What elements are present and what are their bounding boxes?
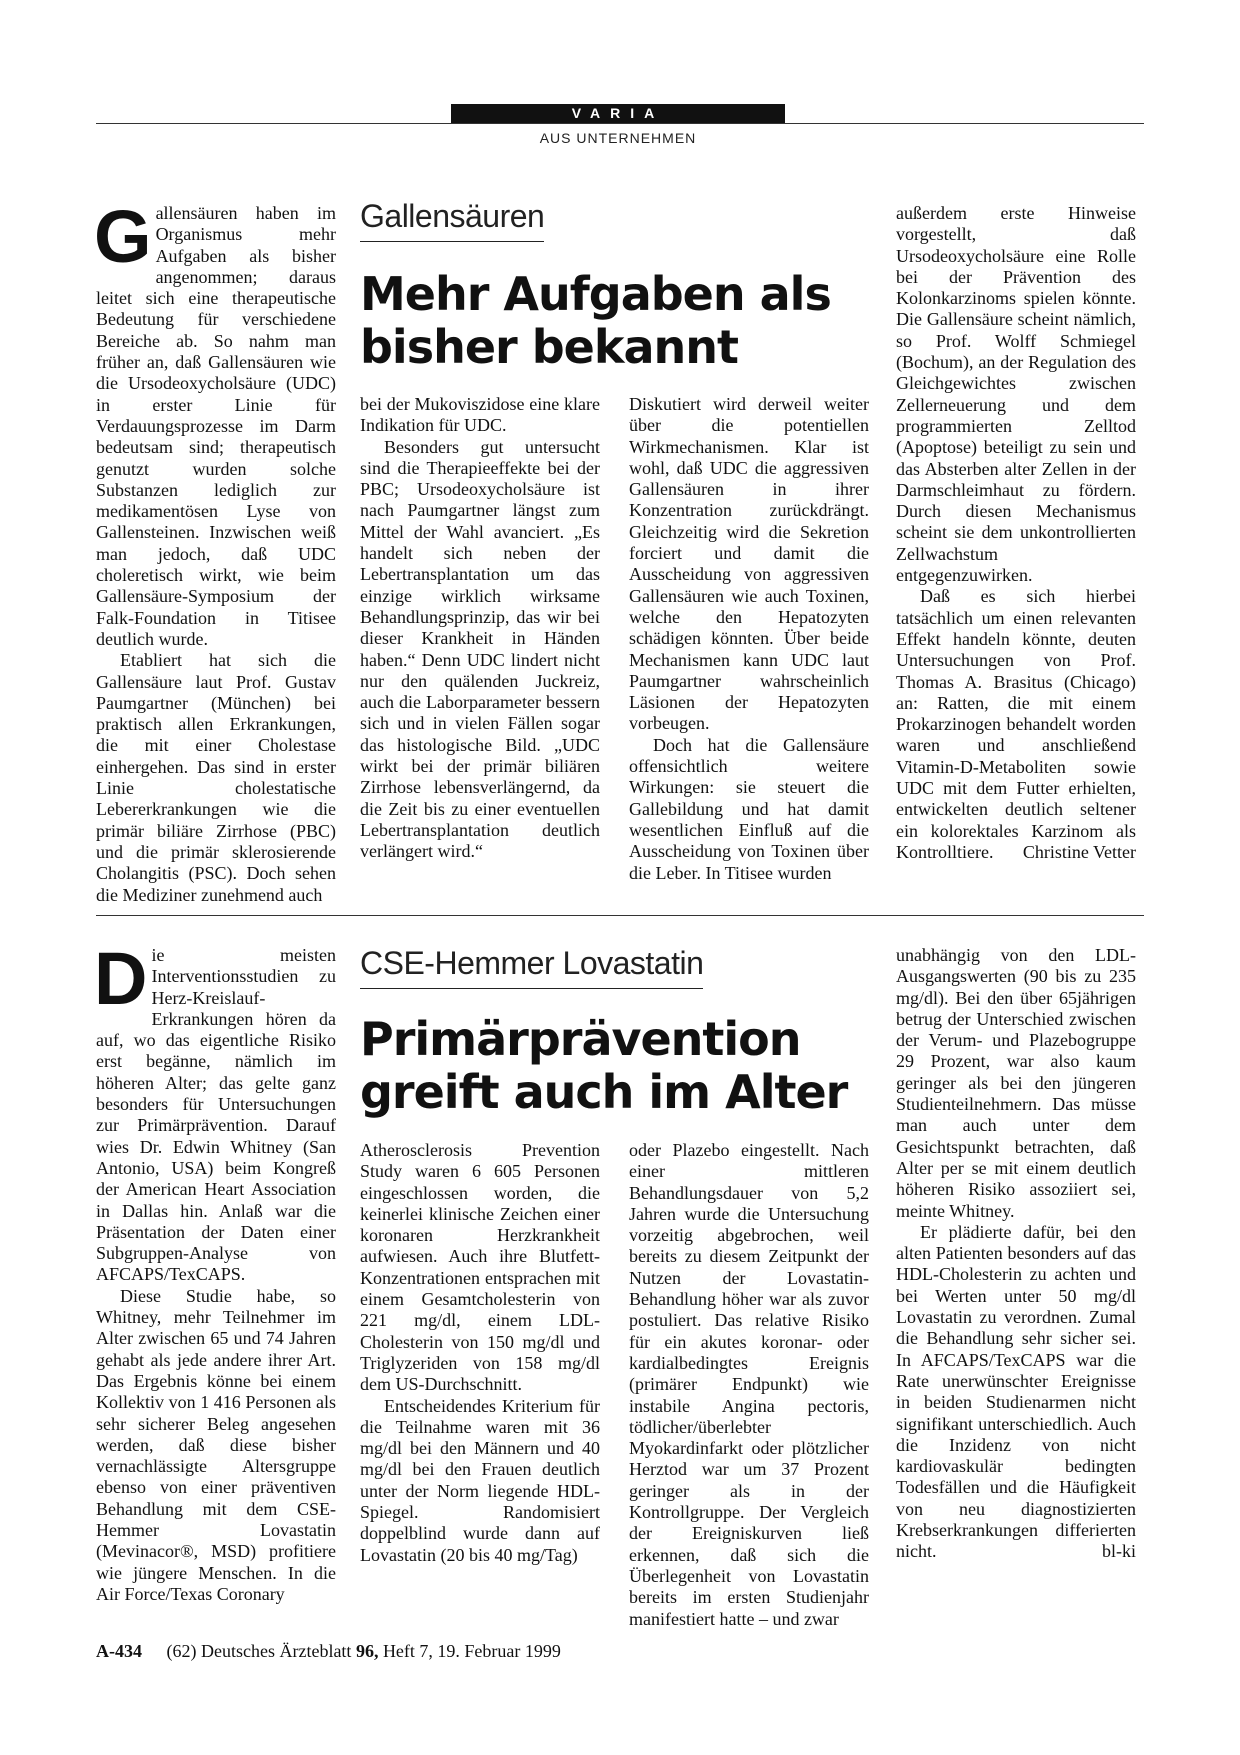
article1-author: Christine Vetter bbox=[1022, 841, 1136, 862]
article1-col2-paragraph-2: Besonders gut untersucht sind die Therapieeffekte bei der PBC; Ursodeoxycholsäure ist nach Paumgartner längst zum Mittel der Wahl avanciert. „Es handelt sich neben der Lebertransplantation um das einzige wirklich wirksame Behandlungsprinzip, das wir bei dieser Krankheit in Händen haben.“ Denn UDC lindert nicht nur den quälenden Juckreiz, auch die Laborparameter bessern sich und in vielen Fällen sogar das histologische Bild. „UDC wirkt bei der primär biliären Zirrhose lebensverlängernd, da die Zeit bis zu einer eventuellen Lebertransplantation deutlich verlängert wird.“ bbox=[360, 436, 600, 862]
article2-col2-paragraph-2: Entscheidendes Kriterium für die Teilnahme waren mit 36 mg/dl bei den Männern und 40 mg/dl bei den Frauen deutlich unter der Norm liegende HDL-Spiegel. Randomisiert doppelblind wurde dann auf Lovastatin (20 bis 40 mg/Tag) bbox=[360, 1395, 600, 1565]
article2-col1-paragraph-2: Diese Studie habe, so Whitney, mehr Teilnehmer im Alter zwischen 65 und 74 Jahren gehabt als jede andere ihrer Art. Das Ergebnis könne bei einem Kollektiv von 1 416 Personen als sehr sicherer Beleg angesehen werden, daß diese bisher vernachlässigte Altersgruppe ebenso von einer präventiven Behandlung mit dem CSE-Hemmer Lovastatin (Mevinacor®, MSD) profitiere wie jüngere Menschen. In die Air Force/Texas Coronary bbox=[96, 1285, 336, 1604]
article2-col2-paragraph-1: Atherosclerosis Prevention Study waren 6 605 Personen eingeschlossen worden, die keinerlei klinische Zeichen einer koronaren Herzkrankheit aufwiesen. Auch ihre Blutfett-Konzentrationen entsprachen mit einem Gesamtcholesterin von 221 mg/dl, einem LDL-Cholesterin von 150 mg/dl und Triglyzeriden von 158 mg/dl dem US-Durchschnitt. bbox=[360, 1140, 600, 1395]
article1-kicker: Gallensäuren bbox=[360, 198, 544, 242]
article1-col1-paragraph-2: Etabliert hat sich die Gallensäure laut Prof. Gustav Paumgartner (München) bei praktisch allen Erkrankungen, die mit einer Cholestase einhergehen. Das sind in erster Linie cholestatische Lebererkrankungen wie die primär biliäre Zirrhose (PBC) und die primär sklerosierende Cholangitis (PSC). Doch sehen die Mediziner zunehmend auch bbox=[96, 650, 336, 905]
citation-prefix: (62) Deutsches Ärzteblatt bbox=[166, 1641, 352, 1661]
article2-col1-paragraph-1 bbox=[94, 937, 336, 1286]
article2-author: bl-ki bbox=[1102, 1541, 1136, 1562]
article2-column-2 bbox=[360, 1140, 600, 1566]
article2-kicker: CSE-Hemmer Lovastatin bbox=[360, 945, 703, 989]
article2-column-4 bbox=[896, 945, 1136, 1563]
article1-column-4 bbox=[896, 203, 1136, 863]
article1-headline bbox=[360, 268, 860, 374]
article2-col3-paragraph-1: oder Plazebo eingestellt. Nach einer mittleren Behandlungsdauer von 5,2 Jahren wurde die Untersuchung vorzeitig abgebrochen, weil bereits zu diesem Zeitpunkt der Nutzen der Lovastatin-Behandlung höher war als zuvor postuliert. Das relative Risiko für ein akutes koronar- oder kardialbedingtes Ereignis (primärer Endpunkt) wie instabile Angina pectoris, tödlicher/überlebter Myokardinfarkt oder plötzlicher Herztod war um 37 Prozent geringer als in der Kontrollgruppe. Der Vergleich der Ereigniskurven ließ erkennen, daß sich die Überlegenheit von Lovastatin bereits im ersten Studienjahr manifestiert hatte – und zwar bbox=[629, 1140, 869, 1629]
article2-col4-p2-text: Er plädierte dafür, bei den alten Patienten besonders auf das HDL-Cholesterin zu achten und bei Werten unter 50 mg/dl Lovastatin zu verordnen. Zumal die Behandlung sehr sicher sei. In AFCAPS/TexCAPS war die Rate unerwünschter Ereignisse in beiden Studienarmen nicht signifikant unterschiedlich. Auch die Inzidenz von nicht kardiovaskulär bedingten Todesfällen und die Häufigkeit von neu diagnostizierten Krebserkrankungen differierten nicht. bbox=[896, 1221, 1136, 1562]
article1-dropcap: G bbox=[94, 195, 152, 278]
article1-column-1 bbox=[94, 195, 336, 906]
article2-col4-paragraph-2 bbox=[896, 1222, 1136, 1563]
article1-col4-paragraph-1: außerdem erste Hinweise vorgestellt, daß Ursodeoxycholsäure eine Rolle bei der Prävention des Kolonkarzinoms spielen könnte. Die Gallensäure scheint nämlich, so Prof. Wolff Schmiegel (Bochum), an der Regulation des Gleichgewichtes zwischen Zellerneuerung und dem programmierten Zelltod (Apoptose) beteiligt zu sein und das Absterben alter Zellen in der Darmschleimhaut zu fördern. Durch diesen Mechanismus scheint sie dem unkontrollierten Zellwachstum entgegenzuwirken. bbox=[896, 203, 1136, 586]
article2-headline-line2: greift auch im Alter bbox=[360, 1065, 848, 1119]
article1-col3-paragraph-1: Diskutiert wird derweil weiter über die potentiellen Wirkmechanismen. Klar ist wohl, daß UDC die aggressiven Gallensäuren in ihrer Konzentration zurückdrängt. Gleichzeitig wird die Sekretion forciert und damit die Ausscheidung von aggressiven Gallensäuren wie auch Toxinen, welche den Hepatozyten schädigen könnten. Über beide Mechanismen kann UDC laut Paumgartner wahrscheinlich Läsionen der Hepatozyten vorbeugen. bbox=[629, 394, 869, 734]
article2-headline bbox=[360, 1013, 880, 1119]
article1-headline-line1: Mehr Aufgaben als bbox=[360, 267, 831, 321]
article2-col4-paragraph-1: unabhängig von den LDL-Ausgangswerten (90 bis zu 235 mg/dl). Bei den über 65jährigen betrug der Unterschied zwischen der Verum- und Plazebogruppe 29 Prozent, war also kaum geringer als bei den jüngeren Studienteilnehmern. Das müsse man auch unter dem Gesichtspunkt betrachten, daß Alter per se mit einem deutlich höheren Risiko assoziiert sei, meinte Whitney. bbox=[896, 945, 1136, 1221]
article2-column-1 bbox=[94, 937, 336, 1605]
article1-headline-line2: bisher bekannt bbox=[360, 320, 738, 374]
article1-col3-paragraph-2: Doch hat die Gallensäure offensichtlich weitere Wirkungen: sie steuert die Gallebildung und hat damit wesentlichen Einfluß auf die Ausscheidung von Toxinen über die Leber. In Titisee wurden bbox=[629, 734, 869, 883]
article1-col2-paragraph-1: bei der Mukoviszidose eine klare Indikation für UDC. bbox=[360, 394, 600, 436]
subsection-label: AUS UNTERNEHMEN bbox=[539, 130, 697, 146]
article1-column-2 bbox=[360, 394, 600, 863]
page-number: A-434 bbox=[96, 1641, 142, 1661]
header-rule bbox=[96, 123, 1144, 124]
article1-col4-p2-text: Daß es sich hierbei tatsächlich um einen relevanten Effekt handeln könnte, deuten Untersuchungen von Prof. Thomas A. Brasitus (Chicago) an: Ratten, die mit einem Prokarzinogen behandelt worden waren und anschließend Vitamin-D-Metaboliten sowie UDC mit dem Futter erhielten, entwickelten deutlich seltener ein kolorektales Karzinom als Kontrolltiere. bbox=[896, 586, 1136, 862]
article2-column-3 bbox=[629, 1140, 869, 1630]
citation-suffix: Heft 7, 19. Februar 1999 bbox=[382, 1641, 561, 1661]
article2-headline-line1: Primärprävention bbox=[360, 1012, 801, 1066]
page-footer bbox=[96, 1641, 561, 1662]
article2-dropcap: D bbox=[94, 937, 148, 1020]
article1-col4-paragraph-2 bbox=[896, 586, 1136, 863]
article1-column-3 bbox=[629, 394, 869, 884]
citation-volume: 96, bbox=[355, 1641, 379, 1661]
article1-col1-p1-text: allensäuren haben im Organismus mehr Aufgaben als bisher angenommen; daraus leitet sich eine therapeutische Bedeutung für verschiedene Bereiche ab. So nahm man früher an, daß Gallensäuren wie die Ursodeoxycholsäure (UDC) in erster Linie für Verdauungsprozesse im Darm bedeutsam sind; therapeutisch genutzt wurden solche Substanzen lediglich zur medikamentösen Lyse von Gallensteinen. Inzwischen weiß man jedoch, daß UDC choleretisch wirkt, wie beim Gallensäure-Symposium der Falk-Foundation in Titisee deutlich wurde. bbox=[96, 203, 336, 649]
article1-col1-paragraph-1 bbox=[94, 195, 336, 650]
article-divider bbox=[96, 915, 1144, 916]
article2-col1-p1-text: ie meisten Interventionsstudien zu Herz-Kreislauf-Erkrankungen hören da auf, wo das eigentliche Risiko erst begänne, nämlich im höheren Alter; das gelte ganz besonders für Untersuchungen zur Primärprävention. Darauf wies Dr. Edwin Whitney (San Antonio, USA) beim Kongreß der American Heart Association in Dallas hin. Anlaß war die Präsentation der Daten einer Subgruppen-Analyse von AFCAPS/TexCAPS. bbox=[96, 945, 336, 1285]
section-label: VARIA bbox=[451, 104, 785, 123]
